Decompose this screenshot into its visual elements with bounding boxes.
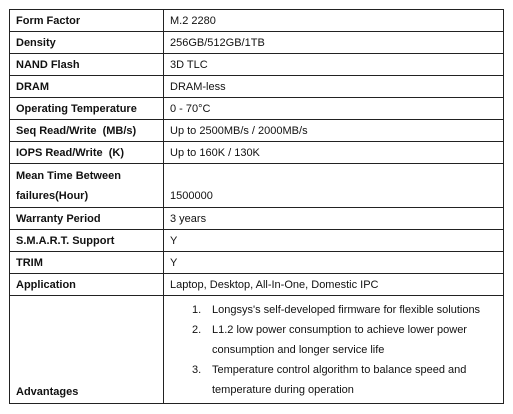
advantages-list xyxy=(170,300,497,400)
table-row xyxy=(10,54,504,76)
row-value-form-factor: M.2 2280 xyxy=(164,10,504,32)
list-item-number: 3. xyxy=(192,364,202,376)
row-value-seq-read-write: Up to 2500MB/s / 2000MB/s xyxy=(164,120,504,142)
table-row xyxy=(10,230,504,252)
row-label-mtbf-line1: Mean Time Between xyxy=(16,169,121,182)
row-value-trim: Y xyxy=(164,252,504,274)
row-label-density: Density xyxy=(10,32,164,54)
table-row xyxy=(10,252,504,274)
row-label-smart-support: S.M.A.R.T. Support xyxy=(10,230,164,252)
table-row xyxy=(10,32,504,54)
table-row xyxy=(10,208,504,230)
row-label-warranty-period: Warranty Period xyxy=(10,208,164,230)
row-value-iops-read-write: Up to 160K / 130K xyxy=(164,142,504,164)
spec-table xyxy=(9,9,504,404)
row-label-seq-read-write: Seq Read/Write (MB/s) xyxy=(10,120,164,142)
row-value-density: 256GB/512GB/1TB xyxy=(164,32,504,54)
list-item-text: Temperature control algorithm to balance speed and temperature during operation xyxy=(212,364,467,396)
list-item-number: 1. xyxy=(192,304,202,316)
table-row xyxy=(10,120,504,142)
row-value-operating-temperature: 0 - 70°C xyxy=(164,98,504,120)
table-row xyxy=(10,164,504,208)
row-label-trim: TRIM xyxy=(10,252,164,274)
table-row xyxy=(10,10,504,32)
row-label-mtbf-line2: failures(Hour) xyxy=(16,189,89,202)
table-row xyxy=(10,142,504,164)
list-item xyxy=(170,300,497,320)
row-label-mtbf xyxy=(10,164,164,208)
table-row xyxy=(10,98,504,120)
table-row xyxy=(10,296,504,404)
row-value-dram: DRAM-less xyxy=(164,76,504,98)
list-item xyxy=(170,360,497,400)
list-item-text: Longsys's self-developed firmware for flexible solutions xyxy=(212,304,481,316)
table-row xyxy=(10,274,504,296)
row-value-warranty-period: 3 years xyxy=(164,208,504,230)
row-label-nand-flash: NAND Flash xyxy=(10,54,164,76)
table-row xyxy=(10,76,504,98)
row-value-application: Laptop, Desktop, All-In-One, Domestic IPC xyxy=(164,274,504,296)
row-label-iops-read-write: IOPS Read/Write (K) xyxy=(10,142,164,164)
row-label-advantages: Advantages xyxy=(10,296,164,404)
list-item-text: L1.2 low power consumption to achieve lower power consumption and longer service life xyxy=(212,324,467,356)
row-label-application: Application xyxy=(10,274,164,296)
row-value-mtbf: 1500000 xyxy=(164,164,504,208)
row-value-nand-flash: 3D TLC xyxy=(164,54,504,76)
row-value-advantages xyxy=(164,296,504,404)
row-label-operating-temperature: Operating Temperature xyxy=(10,98,164,120)
row-value-smart-support: Y xyxy=(164,230,504,252)
row-label-dram: DRAM xyxy=(10,76,164,98)
row-label-form-factor: Form Factor xyxy=(10,10,164,32)
list-item-number: 2. xyxy=(192,324,202,336)
list-item xyxy=(170,320,497,360)
